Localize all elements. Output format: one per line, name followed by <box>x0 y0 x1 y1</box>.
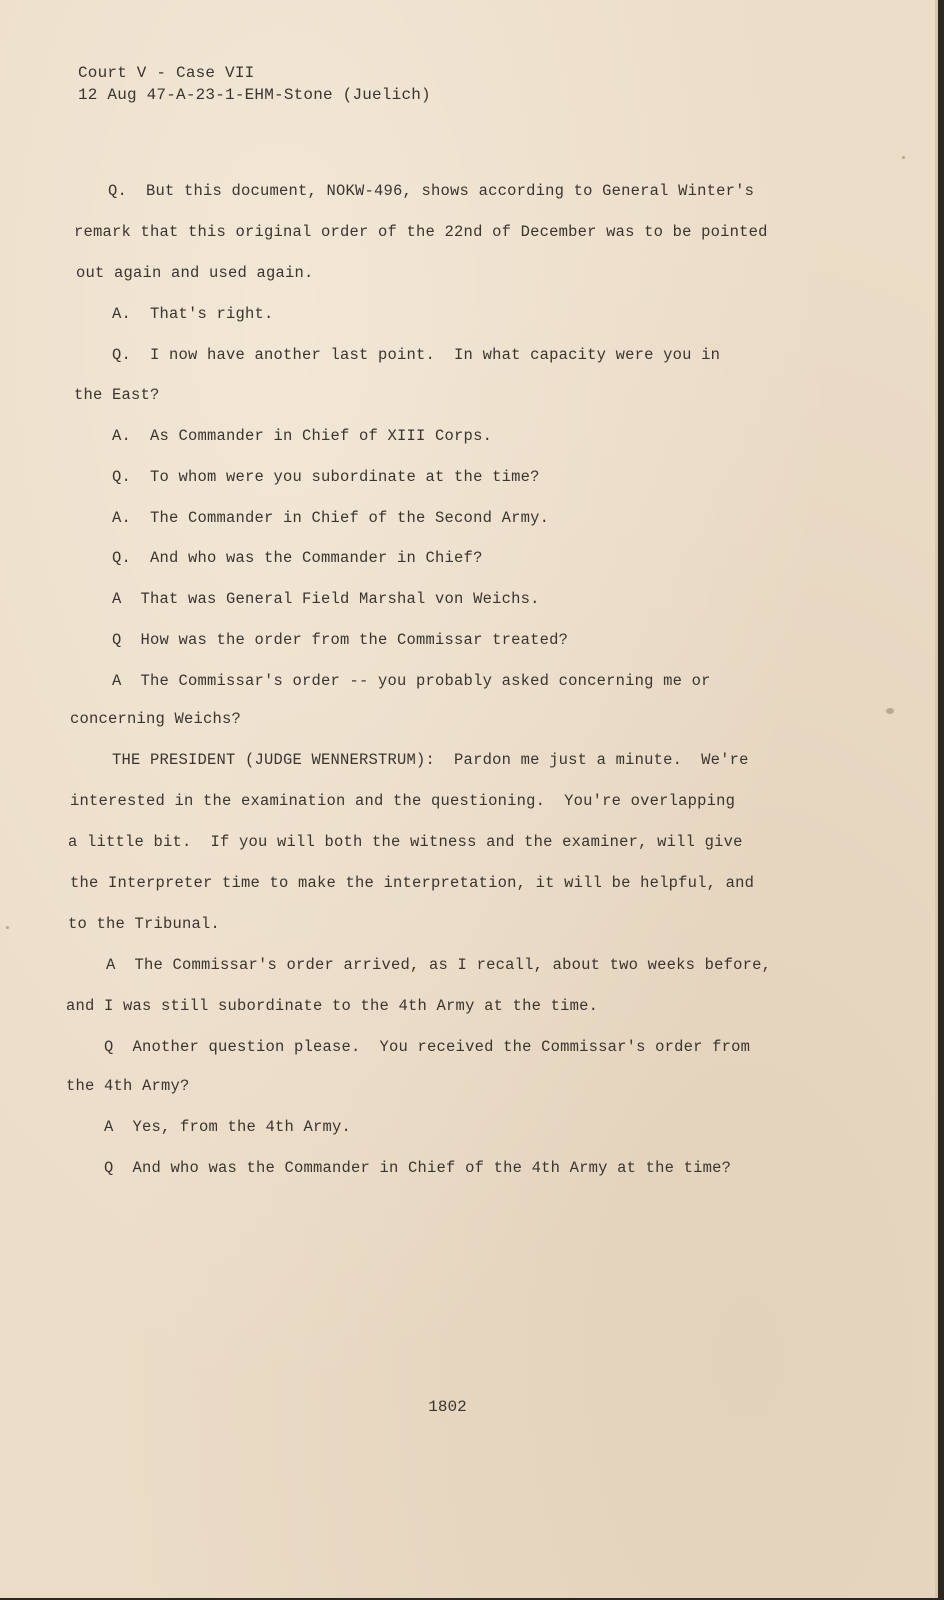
transcript-line: Q. I now have another last point. In what capacity were you in <box>74 346 721 364</box>
transcript-line: A. As Commander in Chief of XIII Corps. <box>74 427 493 445</box>
transcript-line: A The Commissar's order arrived, as I recall, about two weeks before, <box>68 956 772 974</box>
transcript-line: A. That's right. <box>74 305 274 323</box>
transcript-line: A Yes, from the 4th Army. <box>66 1118 352 1136</box>
transcript-line: Q Another question please. You received the Commissar's order from <box>66 1038 751 1056</box>
header-reference-line: 12 Aug 47-A-23-1-EHM-Stone (Juelich) <box>78 86 431 104</box>
paper-speck <box>886 708 894 714</box>
transcript-line: interested in the examination and the questioning. You're overlapping <box>70 792 736 810</box>
transcript-line: the East? <box>74 386 160 404</box>
document-header <box>78 62 431 106</box>
paper-speck <box>6 926 9 929</box>
transcript-line: Q. To whom were you subordinate at the time? <box>74 468 540 486</box>
transcript-line: Q. And who was the Commander in Chief? <box>74 549 483 567</box>
transcript-line: A The Commissar's order -- you probably asked concerning me or <box>74 672 711 690</box>
transcript-line: A That was General Field Marshal von Weichs. <box>74 590 540 608</box>
transcript-line: Q How was the order from the Commissar treated? <box>74 631 569 649</box>
transcript-line: concerning Weichs? <box>70 710 242 728</box>
transcript-line: Q. But this document, NOKW-496, shows according to General Winter's <box>70 182 755 200</box>
paper-speck <box>902 156 905 159</box>
page-number: 1802 <box>428 1398 467 1416</box>
transcript-line: to the Tribunal. <box>68 915 221 933</box>
transcript-line: Q And who was the Commander in Chief of the 4th Army at the time? <box>66 1159 732 1177</box>
transcript-line: the 4th Army? <box>66 1077 190 1095</box>
header-case-line: Court V - Case VII <box>78 64 255 82</box>
transcript-line: remark that this original order of the 22nd of December was to be pointed <box>74 223 768 241</box>
transcript-line: a little bit. If you will both the witness and the examiner, will give <box>68 833 743 851</box>
transcript-line: A. The Commander in Chief of the Second Army. <box>74 509 550 527</box>
transcript-line: out again and used again. <box>76 264 314 282</box>
transcript-line: the Interpreter time to make the interpretation, it will be helpful, and <box>70 874 755 892</box>
transcript-line: and I was still subordinate to the 4th Army at the time. <box>66 997 599 1015</box>
transcript-line: THE PRESIDENT (JUDGE WENNERSTRUM): Pardon me just a minute. We're <box>74 751 749 769</box>
